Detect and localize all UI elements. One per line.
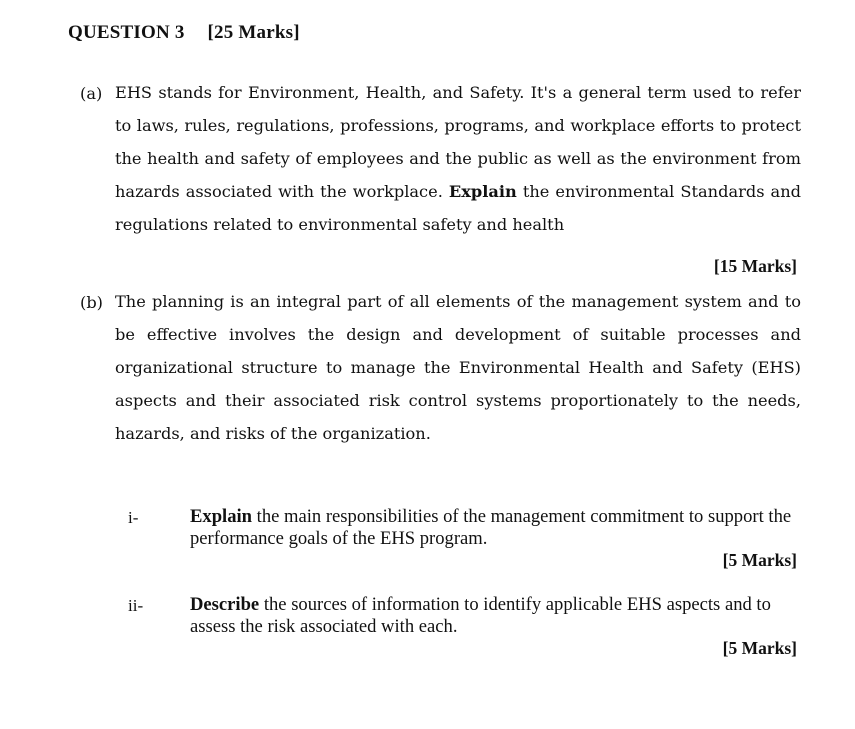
subquestion-i-body: the main responsibilities of the management commitment to support the performance goals of the EHS program. [190,506,792,549]
part-b-paragraph: The planning is an integral part of all elements of the management system and to be effective involves the design and development of suitable processes and organizational structure to manage the Environmental Health and Safety (EHS) aspects and their associated risk control systems proportionately to the needs, hazards, and risks of the organization. [115,292,801,443]
subquestion-ii-emphasis: Describe [190,594,260,615]
question-number: QUESTION 3 [68,22,185,43]
subquestion-i-marks: [5 Marks] [722,550,797,570]
part-a-text [115,84,801,241]
part-a-emphasis: Explain [448,182,517,201]
subquestion-i-label: i- [128,508,139,527]
question-total-marks: [25 Marks] [207,22,300,43]
subquestion-ii-text [190,594,800,638]
subquestion-ii-marks: [5 Marks] [722,638,797,658]
part-a-label: (a) [80,84,103,103]
part-a-text-intro: EHS stands for Environment, Health, and Safety. It's a general term used to refer to laws, rules, regulations, professions, programs, and workplace efforts to protect the health and safety of employees and the public as well as the environment from hazards associated with the workplace. [115,83,801,201]
part-a-text-task: the environmental Standards and regulations related to environmental safety and health [115,182,801,234]
part-b-label: (b) [80,293,103,312]
subquestion-i-text [190,506,800,550]
subquestion-ii-label: ii- [128,596,144,615]
subquestion-i-emphasis: Explain [190,506,253,527]
question-heading [68,22,300,44]
part-b-text [115,293,801,450]
subquestion-ii-body: the sources of information to identify applicable EHS aspects and to assess the risk associated with each. [190,594,771,637]
part-a-marks: [15 Marks] [713,256,797,276]
